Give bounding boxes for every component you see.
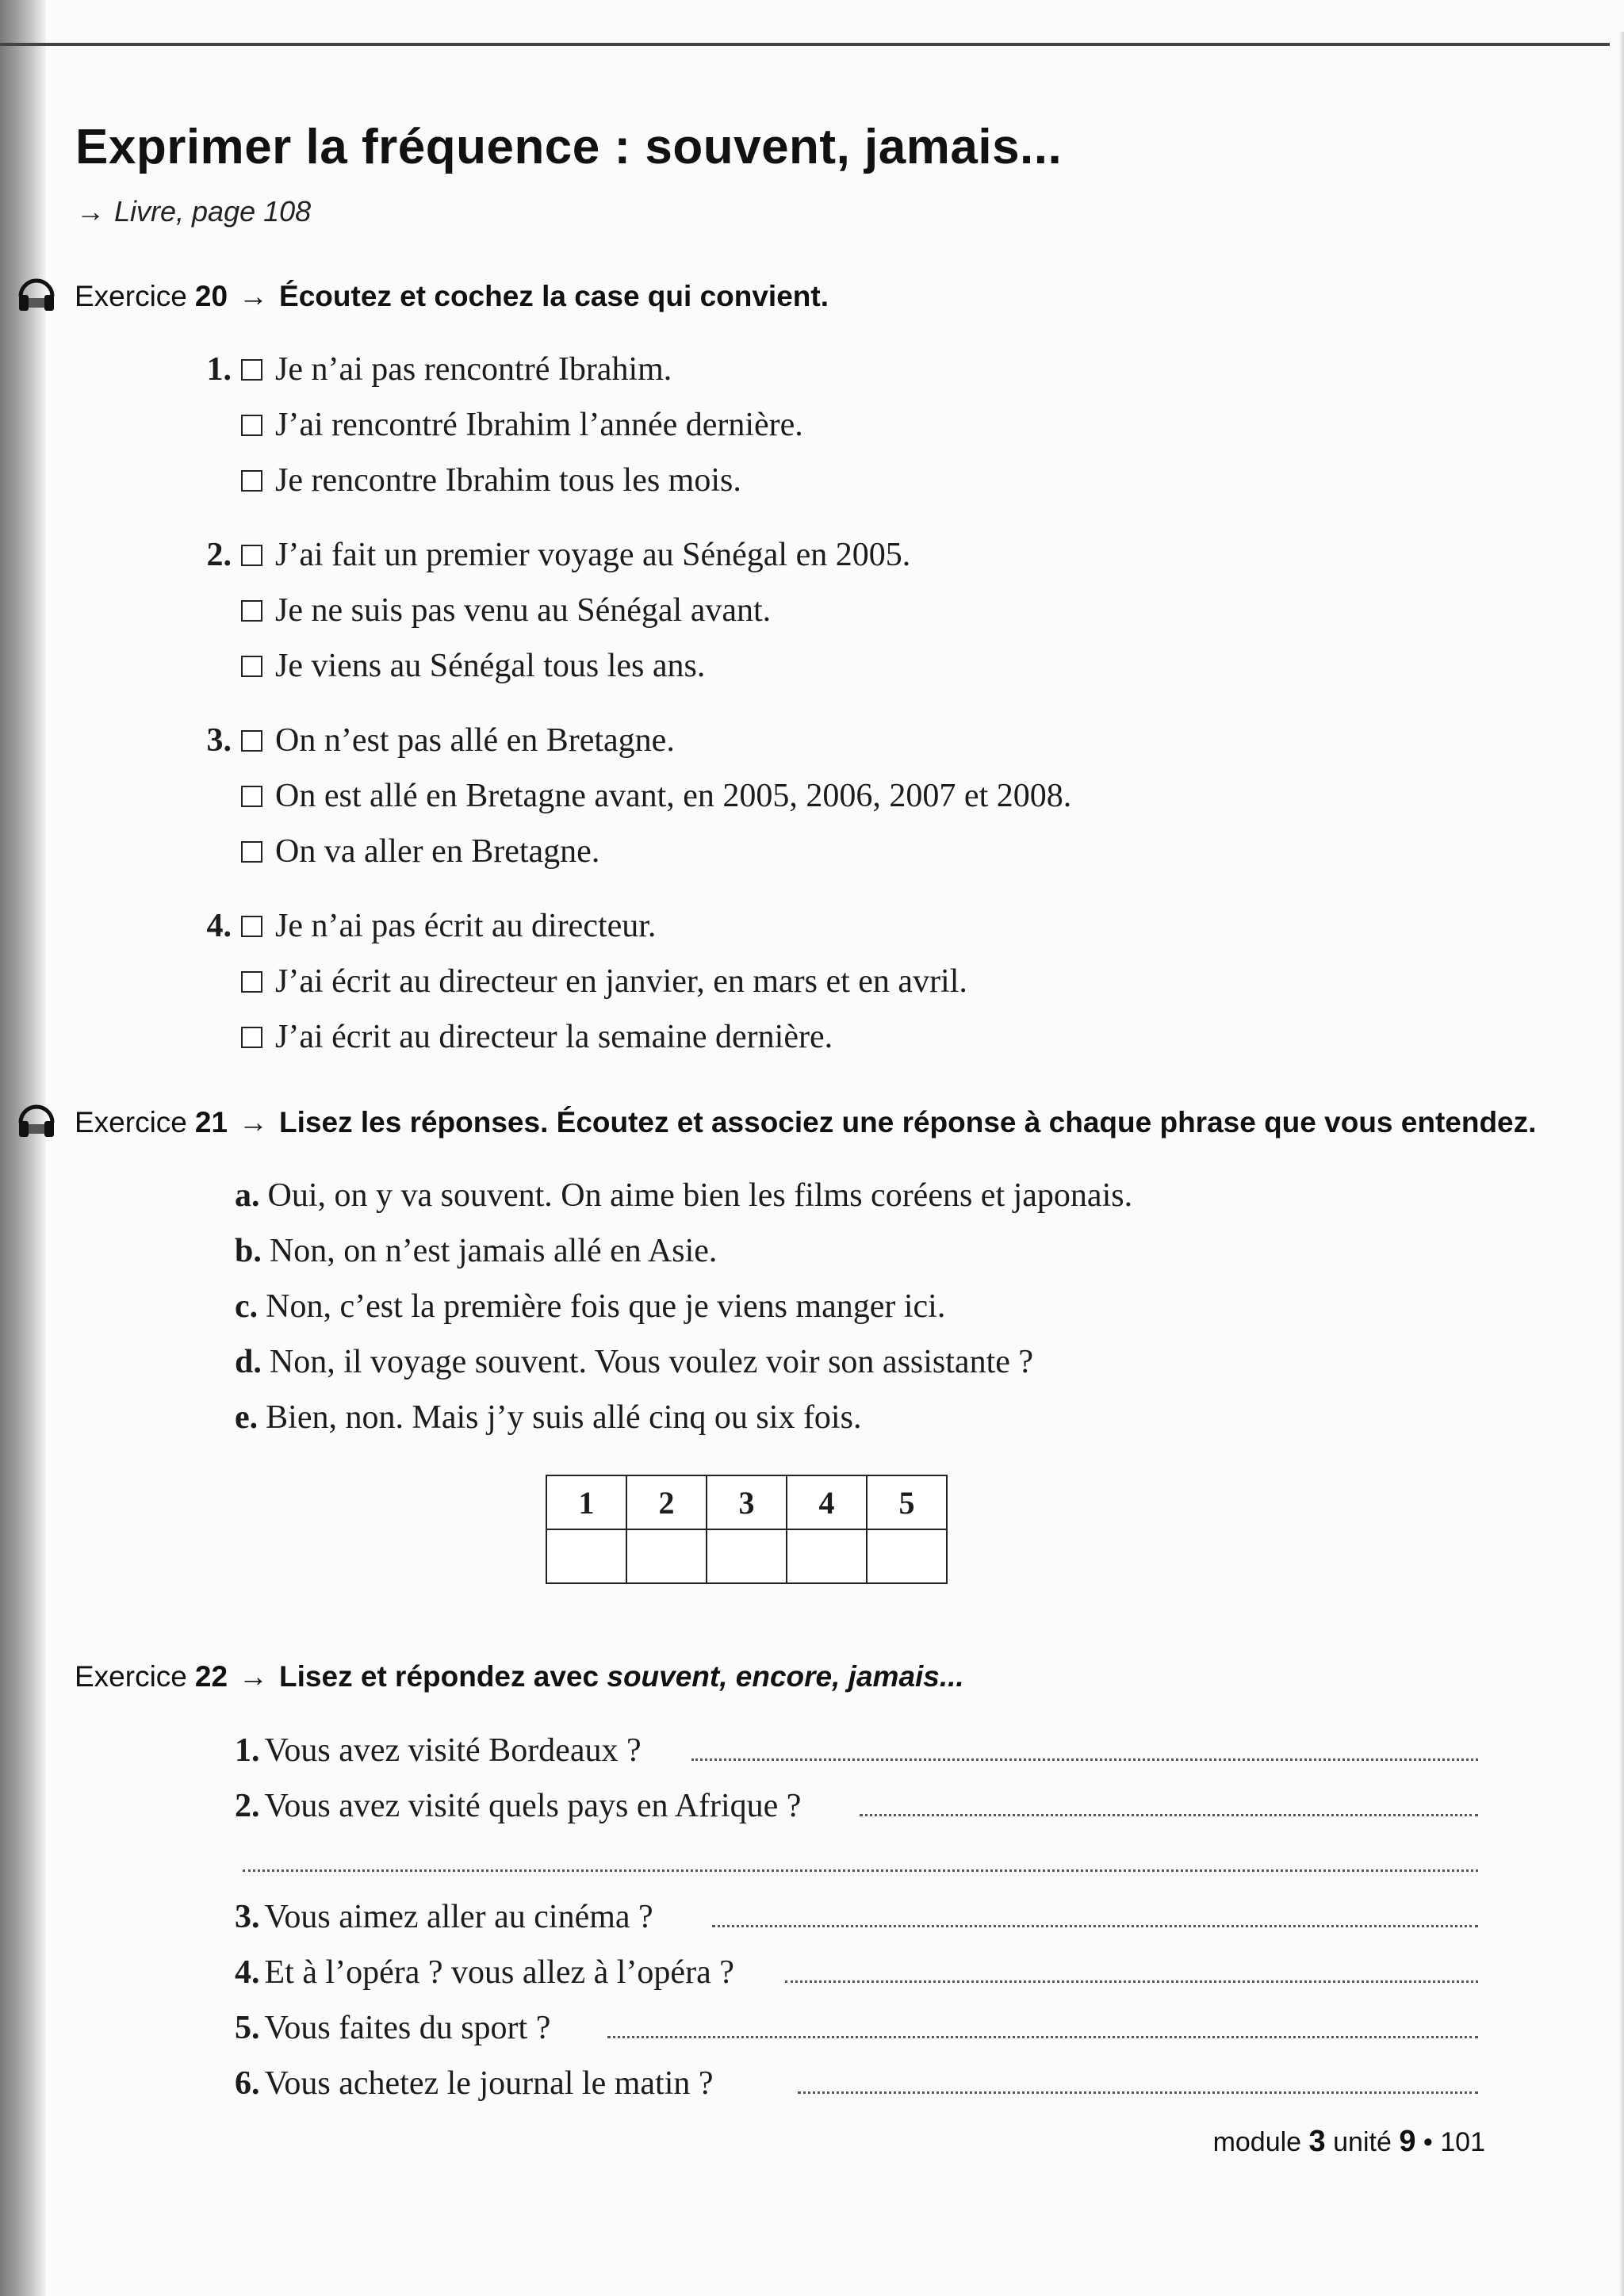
checkbox[interactable] xyxy=(241,656,262,677)
exercise-number: 22 xyxy=(194,1660,228,1693)
answer-text: Non, on n’est jamais allé en Asie. xyxy=(269,1233,718,1269)
option-text: J’ai écrit au directeur la semaine dernière. xyxy=(275,1019,833,1055)
option-text: Je ne suis pas venu au Sénégal avant. xyxy=(275,592,772,629)
list-item xyxy=(241,647,705,685)
exercise-number: 20 xyxy=(194,280,228,312)
grid-header: 2 xyxy=(626,1475,707,1529)
option-text: J’ai fait un premier voyage au Sénégal en 2005. xyxy=(275,537,911,573)
item-letter: b. xyxy=(235,1233,262,1269)
answer-text: Bien, non. Mais j’y suis allé cinq ou six fois. xyxy=(266,1399,862,1436)
grid-header: 4 xyxy=(787,1475,867,1529)
unit-label: unité xyxy=(1333,2127,1392,2157)
grid-header: 3 xyxy=(707,1475,787,1529)
grid-answer-cell[interactable] xyxy=(626,1529,707,1583)
grid-answer-cell[interactable] xyxy=(787,1529,867,1583)
module-label: module xyxy=(1212,2127,1302,2157)
list-item xyxy=(190,536,910,574)
answer-text: Non, il voyage souvent. Vous voulez voir son assistante ? xyxy=(269,1344,1034,1380)
question-text: Vous aimez aller au cinéma ? xyxy=(264,1899,653,1935)
checkbox[interactable] xyxy=(241,971,262,993)
question-number: 4. xyxy=(235,1954,260,1991)
answer-line[interactable] xyxy=(712,1925,1478,1927)
grid-header: 1 xyxy=(546,1475,626,1529)
exercise-21-heading xyxy=(16,1102,1536,1143)
item-number: 1. xyxy=(206,351,232,388)
unit-number: 9 xyxy=(1399,2125,1416,2158)
question-number: 1. xyxy=(235,1732,260,1769)
option-text: Je n’ai pas écrit au directeur. xyxy=(275,908,657,944)
list-item xyxy=(190,721,675,760)
arrow-right-icon: → xyxy=(239,1660,269,1693)
option-text: On est allé en Bretagne avant, en 2005, 2006, 2007 et 2008. xyxy=(275,778,1072,814)
question-number: 3. xyxy=(235,1899,260,1935)
answer-line[interactable] xyxy=(785,1980,1478,1983)
checkbox[interactable] xyxy=(241,786,262,807)
checkbox[interactable] xyxy=(241,916,262,937)
list-item xyxy=(241,777,1071,815)
item-number: 3. xyxy=(206,722,232,759)
top-rule xyxy=(0,43,1610,46)
answer-line[interactable] xyxy=(798,2091,1478,2094)
audio-icon[interactable] xyxy=(16,1102,57,1143)
book-reference xyxy=(76,195,311,228)
list-item xyxy=(241,962,967,1001)
arrow-right-icon: → xyxy=(239,1106,269,1138)
exercise-label: Exercice xyxy=(75,1106,187,1138)
list-item xyxy=(235,1177,1132,1215)
list-item xyxy=(235,1232,717,1270)
question-row xyxy=(235,1787,801,1825)
list-item xyxy=(241,406,803,444)
page-title: Exprimer la fréquence : souvent, jamais... xyxy=(75,120,1063,174)
grid-answer-cell[interactable] xyxy=(707,1529,787,1583)
list-item xyxy=(241,1018,833,1056)
option-text: Je rencontre Ibrahim tous les mois. xyxy=(275,462,741,499)
list-item xyxy=(241,461,741,499)
grid-answer-cell[interactable] xyxy=(867,1529,947,1583)
exercise-instruction: Lisez les réponses. Écoutez et associez une réponse à chaque phrase que vous entendez. xyxy=(279,1106,1537,1138)
list-item xyxy=(190,350,672,388)
bullet: • xyxy=(1423,2127,1433,2157)
answer-line[interactable] xyxy=(691,1758,1478,1761)
exercise-label: Exercice xyxy=(75,280,187,312)
checkbox[interactable] xyxy=(241,470,262,492)
answer-line[interactable] xyxy=(607,2036,1478,2038)
instruction-words: souvent, encore, jamais... xyxy=(607,1660,964,1693)
answer-text: Non, c’est la première fois que je viens manger ici. xyxy=(266,1288,946,1325)
arrow-right-icon: → xyxy=(239,280,269,312)
grid-header: 5 xyxy=(867,1475,947,1529)
option-text: On va aller en Bretagne. xyxy=(275,833,600,870)
audio-icon[interactable] xyxy=(16,276,57,317)
page-number: 101 xyxy=(1440,2127,1485,2157)
instruction-prefix: Lisez et répondez avec xyxy=(279,1660,607,1693)
option-text: Je viens au Sénégal tous les ans. xyxy=(275,648,706,684)
book-reference-text: Livre, page 108 xyxy=(114,195,312,228)
question-row xyxy=(235,1732,642,1770)
question-text: Vous faites du sport ? xyxy=(264,2010,551,2046)
question-number: 5. xyxy=(235,2010,260,2046)
question-number: 2. xyxy=(235,1788,260,1824)
module-number: 3 xyxy=(1308,2125,1326,2158)
option-text: J’ai rencontré Ibrahim l’année dernière. xyxy=(275,407,803,443)
exercise-instruction xyxy=(279,1660,964,1693)
checkbox[interactable] xyxy=(241,600,262,622)
arrow-right-icon: → xyxy=(76,195,105,228)
question-text: Vous avez visité quels pays en Afrique ? xyxy=(264,1788,802,1824)
item-number: 2. xyxy=(206,537,232,573)
exercise-20-heading xyxy=(16,276,829,317)
item-letter: a. xyxy=(235,1177,260,1214)
list-item xyxy=(190,907,656,945)
checkbox[interactable] xyxy=(241,1027,262,1048)
option-text: On n’est pas allé en Bretagne. xyxy=(275,722,675,759)
exercise-label: Exercice xyxy=(75,1660,187,1693)
question-text: Et à l’opéra ? vous allez à l’opéra ? xyxy=(264,1954,734,1991)
answer-text: Oui, on y va souvent. On aime bien les films coréens et japonais. xyxy=(267,1177,1133,1214)
list-item xyxy=(241,591,771,629)
list-item xyxy=(235,1399,861,1437)
page-edge xyxy=(1619,32,1624,2296)
list-item xyxy=(235,1288,945,1326)
option-text: Je n’ai pas rencontré Ibrahim. xyxy=(275,351,672,388)
question-row xyxy=(235,1898,653,1936)
checkbox[interactable] xyxy=(241,359,262,381)
question-row xyxy=(235,1954,734,1992)
item-number: 4. xyxy=(206,908,232,944)
item-letter: d. xyxy=(235,1344,262,1380)
exercise-number: 21 xyxy=(194,1106,228,1138)
question-row xyxy=(235,2064,714,2103)
item-letter: e. xyxy=(235,1399,259,1436)
grid-answer-cell[interactable] xyxy=(546,1529,626,1583)
exercise-22-heading xyxy=(16,1660,964,1693)
list-item xyxy=(241,832,599,871)
checkbox[interactable] xyxy=(241,730,262,752)
item-letter: c. xyxy=(235,1288,259,1325)
page-footer xyxy=(1213,2125,1485,2159)
question-number: 6. xyxy=(235,2065,260,2102)
page-binding-shadow xyxy=(0,0,46,2296)
checkbox[interactable] xyxy=(241,545,262,566)
option-text: J’ai écrit au directeur en janvier, en mars et en avril. xyxy=(275,963,967,1000)
answer-line[interactable] xyxy=(860,1814,1478,1816)
answer-grid xyxy=(546,1475,948,1584)
answer-line[interactable] xyxy=(243,1869,1478,1872)
exercise-instruction: Écoutez et cochez la case qui convient. xyxy=(279,280,829,312)
checkbox[interactable] xyxy=(241,415,262,436)
question-row xyxy=(235,2009,550,2047)
list-item xyxy=(235,1343,1033,1381)
question-text: Vous achetez le journal le matin ? xyxy=(264,2065,714,2102)
question-text: Vous avez visité Bordeaux ? xyxy=(264,1732,642,1769)
checkbox[interactable] xyxy=(241,841,262,863)
